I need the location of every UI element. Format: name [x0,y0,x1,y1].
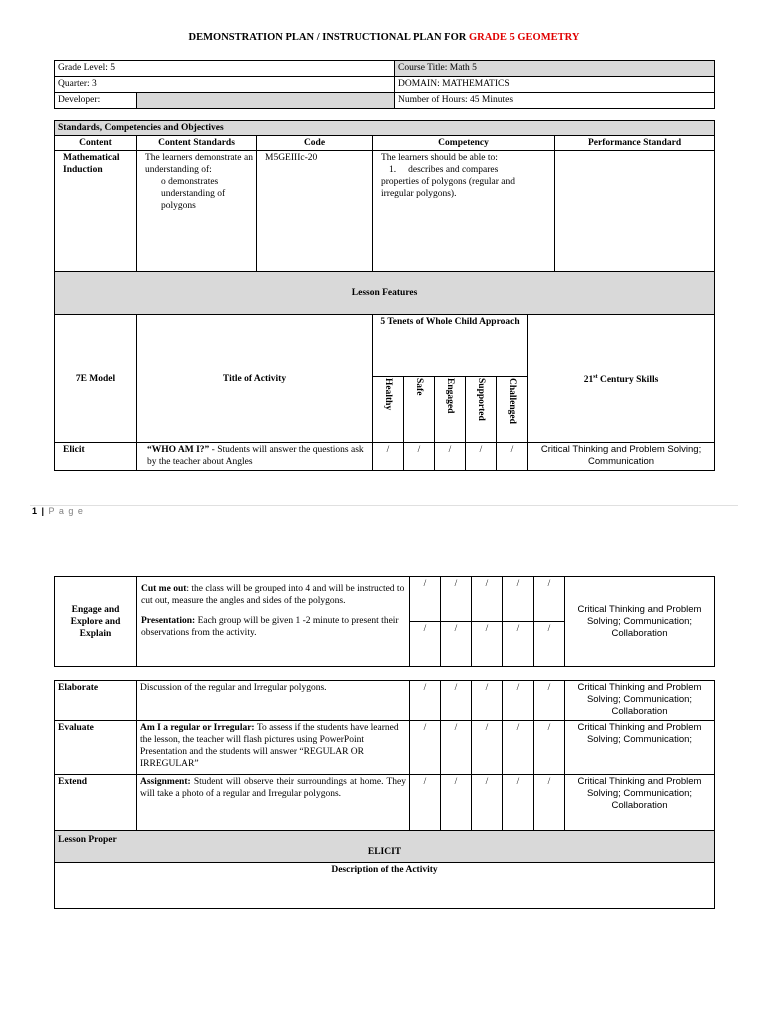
elicit-heading: ELICIT [367,847,402,857]
extend-title: Assignment: [140,777,191,787]
engage-title-1: Cut me out [141,584,187,594]
engage-mark-healthy-1: / [410,577,441,622]
competency-num: 1. [389,165,397,175]
developer-value [137,93,395,109]
skills-header-sup: st [593,373,598,380]
evaluate-mark-supported: / [503,721,534,775]
elaborate-mark-challenged: / [534,681,565,721]
code-cell: M5GEIIIc-20 [257,151,373,272]
page-footer [32,506,84,516]
page-word: P a g e [48,506,84,516]
engage-mark-engaged-1: / [472,577,503,622]
table-row [55,443,715,471]
tenet-engaged: Engaged [435,377,466,443]
description-heading: Description of the Activity [55,863,715,909]
competency-item-first: describes and compares [408,165,499,175]
engage-title-2: Presentation: [141,616,196,626]
elicit-skills: Critical Thinking and Problem Solving; Communication [528,443,715,471]
page-divider [30,505,738,506]
tenet-supported: Supported [466,377,497,443]
header-7e-model: 7E Model [55,315,137,443]
elaborate-mark-supported: / [503,681,534,721]
extend-mark-supported: / [503,775,534,831]
engage-mark-engaged-2: / [472,622,503,667]
header-tenets: 5 Tenets of Whole Child Approach [373,315,528,377]
header-competency: Competency [373,136,555,151]
engage-skills: Critical Thinking and Problem Solving; Communication; Collaboration [565,577,715,667]
extend-mark-challenged: / [534,775,565,831]
header-performance-standard: Performance Standard [555,136,715,151]
engage-mark-supported-1: / [503,577,534,622]
extend-mark-healthy: / [410,775,441,831]
engage-mark-safe-1: / [441,577,472,622]
content-cell: Mathematical Induction [55,151,137,272]
phase-engage: Engage and Explore and Explain [55,577,137,667]
content-standard-bullet: o demonstrates understanding of polygons [161,177,226,211]
tenet-challenged: Challenged [497,377,528,443]
elaborate-mark-safe: / [441,681,472,721]
activities-table [54,680,715,909]
evaluate-mark-challenged: / [534,721,565,775]
engage-mark-supported-2: / [503,622,534,667]
engage-text-1: : the class will be grouped into 4 and will be instructed to cut out, measure the angles and sides of the polygons. [141,584,405,606]
elicit-activity-text: - Students will answer the questions ask by the teacher about Angles [147,445,364,467]
engage-table [54,576,715,667]
extend-mark-safe: / [441,775,472,831]
evaluate-activity [137,721,410,775]
page-separator: | [38,506,49,516]
developer-label: Developer: [55,93,137,109]
lesson-proper-label: Lesson Proper [58,835,117,845]
header-content-standards: Content Standards [137,136,257,151]
header-21st-century-skills [528,315,715,443]
section-title: Standards, Competencies and Objectives [55,121,715,136]
evaluate-mark-healthy: / [410,721,441,775]
header-content: Content [55,136,137,151]
engage-text-2: Each group will be given 1 -2 minute to present their observations from the activity. [141,616,399,638]
evaluate-text: To assess if the students have learned the lesson, the teacher will flash pictures using PowerPoint Presentation and the students will answer “REGULAR OR IRREGULAR” [140,723,399,769]
content-standard-intro: The learners demonstrate an understanding of: [145,153,253,175]
standards-table [54,120,715,471]
elaborate-skills: Critical Thinking and Problem Solving; Communication; Collaboration [565,681,715,721]
evaluate-skills: Critical Thinking and Problem Solving; Communication; [565,721,715,775]
elicit-mark-challenged: / [497,443,528,471]
evaluate-mark-engaged: / [472,721,503,775]
engage-mark-challenged-1: / [534,577,565,622]
domain: DOMAIN: MATHEMATICS [395,77,715,93]
competency-intro: The learners should be able to: [381,153,498,163]
elicit-mark-safe: / [404,443,435,471]
phase-evaluate: Evaluate [55,721,137,775]
elicit-activity [137,443,373,471]
course-title: Course Title: Math 5 [395,61,715,77]
extend-skills: Critical Thinking and Problem Solving; Communication; Collaboration [565,775,715,831]
lesson-proper-row [55,831,715,863]
performance-standard-cell [555,151,715,272]
elicit-mark-engaged: / [435,443,466,471]
table-row [55,721,715,775]
extend-mark-engaged: / [472,775,503,831]
elaborate-mark-engaged: / [472,681,503,721]
table-row [55,681,715,721]
engage-activity [137,577,410,667]
phase-elaborate: Elaborate [55,681,137,721]
document-title [0,32,768,43]
skills-header-pre: 21 [583,375,594,386]
competency-item-rest: properties of polygons (regular and irregular polygons). [381,177,516,199]
phase-elicit: Elicit [55,443,137,471]
header-code: Code [257,136,373,151]
table-row [55,775,715,831]
elaborate-activity: Discussion of the regular and Irregular polygons. [137,681,410,721]
engage-mark-healthy-2: / [410,622,441,667]
page-number: 1 [32,506,39,516]
grade-level: Grade Level: 5 [55,61,395,77]
content-standards-cell [137,151,257,272]
header-title-of-activity: Title of Activity [137,315,373,443]
tenet-safe: Safe [404,377,435,443]
quarter: Quarter: 3 [55,77,395,93]
phase-extend: Extend [55,775,137,831]
competency-cell [373,151,555,272]
lesson-features-title: Lesson Features [55,272,715,315]
elicit-mark-supported: / [466,443,497,471]
elaborate-mark-healthy: / [410,681,441,721]
elicit-activity-title: “WHO AM I?” [147,445,210,455]
title-highlight: GRADE 5 GEOMETRY [468,32,580,43]
extend-activity [137,775,410,831]
tenet-healthy: Healthy [373,377,404,443]
skills-header-post: Century Skills [597,375,659,386]
evaluate-mark-safe: / [441,721,472,775]
hours: Number of Hours: 45 Minutes [395,93,715,109]
engage-mark-challenged-2: / [534,622,565,667]
evaluate-title: Am I a regular or Irregular: [140,723,255,733]
extend-text: Student will observe their surroundings at home. They will take a photo of a regular and Irregular polygons. [140,777,406,799]
elicit-mark-healthy: / [373,443,404,471]
title-prefix: DEMONSTRATION PLAN / INSTRUCTIONAL PLAN FOR [188,32,469,43]
info-table [54,60,715,109]
engage-mark-safe-2: / [441,622,472,667]
